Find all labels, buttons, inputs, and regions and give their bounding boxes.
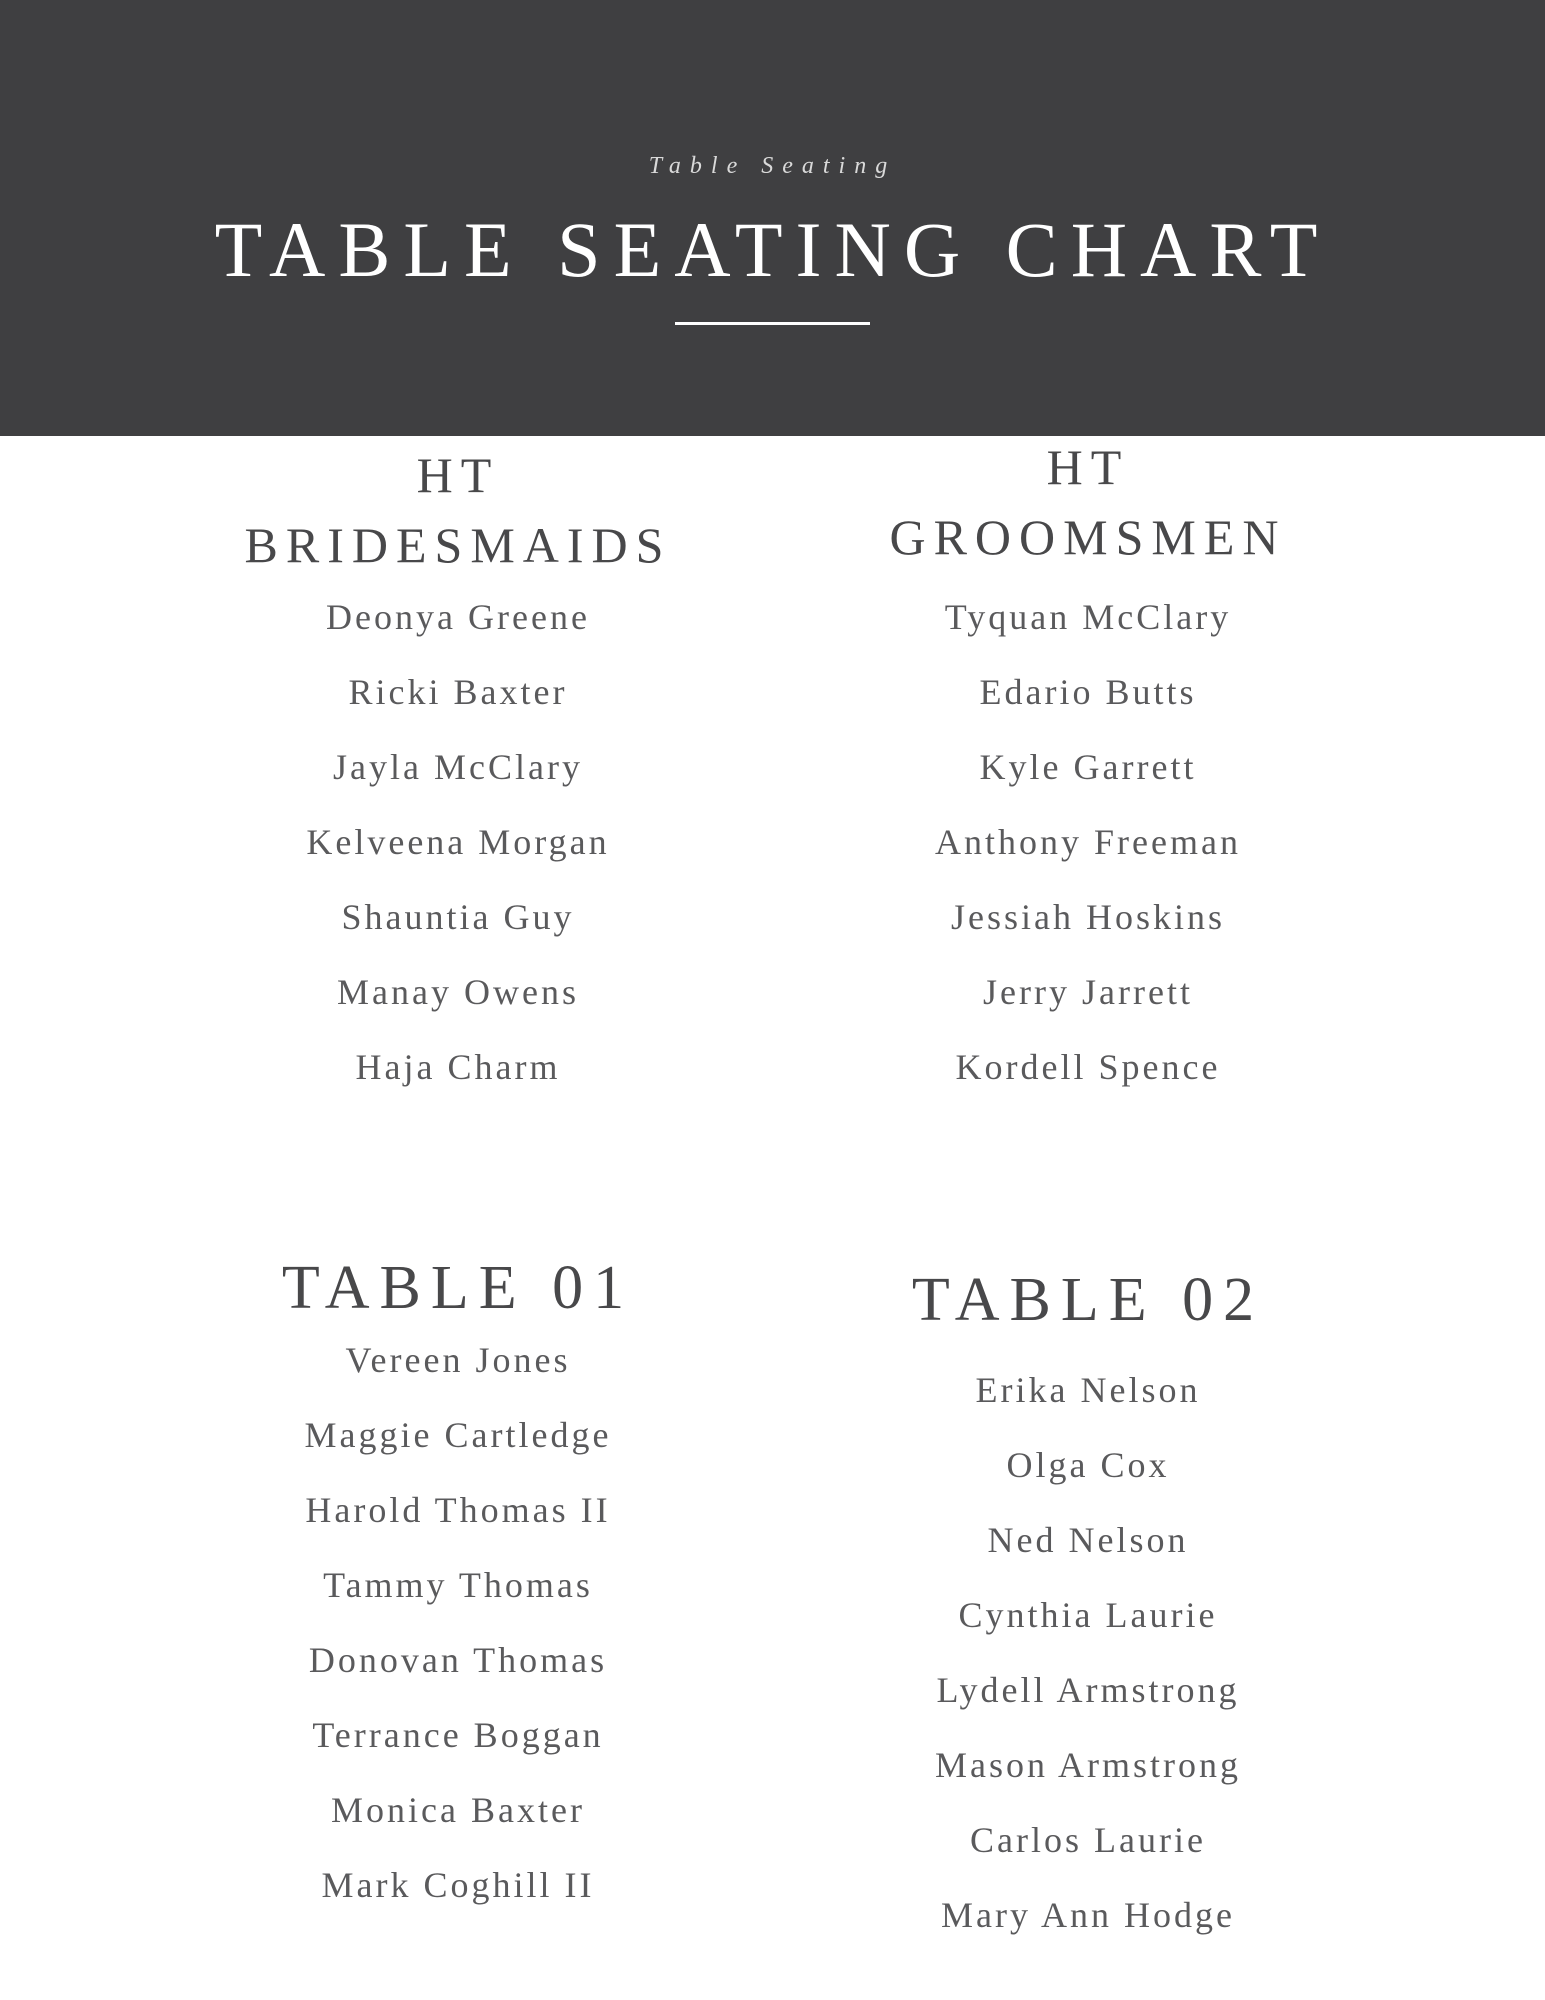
list-item: Edario Butts — [979, 672, 1197, 712]
list-item: Cynthia Laurie — [958, 1595, 1218, 1635]
list-item: Ricki Baxter — [348, 672, 568, 712]
groomsmen-heading-line1: HT — [1046, 439, 1130, 495]
bridesmaids-heading-line2: BRIDESMAIDS — [244, 517, 672, 573]
list-item: Kordell Spence — [955, 1047, 1221, 1087]
list-item: Tammy Thomas — [323, 1565, 593, 1605]
list-item: Jessiah Hoskins — [950, 897, 1225, 937]
list-item: Mark Coghill II — [321, 1865, 595, 1905]
groomsmen-heading-line2: GROOMSMEN — [889, 509, 1287, 565]
section-bridesmaids — [148, 440, 768, 1105]
list-item: Terrance Boggan — [312, 1715, 604, 1755]
list-item: Mary Ann Hodge — [941, 1895, 1235, 1935]
section-groomsmen — [778, 432, 1398, 1105]
list-item: Deonya Greene — [326, 597, 590, 637]
table-01-heading: TABLE 01 — [281, 1254, 635, 1322]
list-item: Harold Thomas II — [305, 1490, 611, 1530]
list-item: Jayla McClary — [333, 747, 583, 787]
list-item: Lydell Armstrong — [936, 1670, 1240, 1710]
list-item: Mason Armstrong — [935, 1745, 1241, 1785]
list-item: Jerry Jarrett — [983, 972, 1193, 1012]
list-item: Monica Baxter — [331, 1790, 585, 1830]
table-02-heading: TABLE 02 — [911, 1266, 1265, 1334]
page-title: TABLE SEATING CHART — [214, 206, 1331, 293]
bridesmaids-name-list — [148, 580, 768, 1105]
list-item: Kelveena Morgan — [306, 822, 610, 862]
section-table-01 — [148, 1253, 768, 1923]
list-item: Ned Nelson — [987, 1520, 1189, 1560]
table-01-name-list — [148, 1323, 768, 1923]
list-item: Anthony Freeman — [935, 822, 1241, 862]
table-02-name-list — [778, 1353, 1398, 1953]
header-banner — [0, 0, 1545, 436]
list-item: Haja Charm — [355, 1047, 561, 1087]
list-item: Erika Nelson — [975, 1370, 1201, 1410]
list-item: Donovan Thomas — [308, 1640, 608, 1680]
section-table-02 — [778, 1265, 1398, 1953]
header-subtitle: Table Seating — [648, 153, 897, 179]
list-item: Tyquan McClary — [944, 597, 1232, 637]
list-item: Olga Cox — [1006, 1445, 1170, 1485]
list-item: Maggie Cartledge — [304, 1415, 612, 1455]
list-item: Shauntia Guy — [341, 897, 575, 937]
bridesmaids-heading-line1: HT — [416, 447, 500, 503]
list-item: Manay Owens — [337, 972, 579, 1012]
groomsmen-name-list — [778, 580, 1398, 1105]
list-item: Kyle Garrett — [979, 747, 1197, 787]
list-item: Carlos Laurie — [970, 1820, 1206, 1860]
list-item: Vereen Jones — [345, 1340, 571, 1380]
title-divider — [675, 322, 870, 325]
